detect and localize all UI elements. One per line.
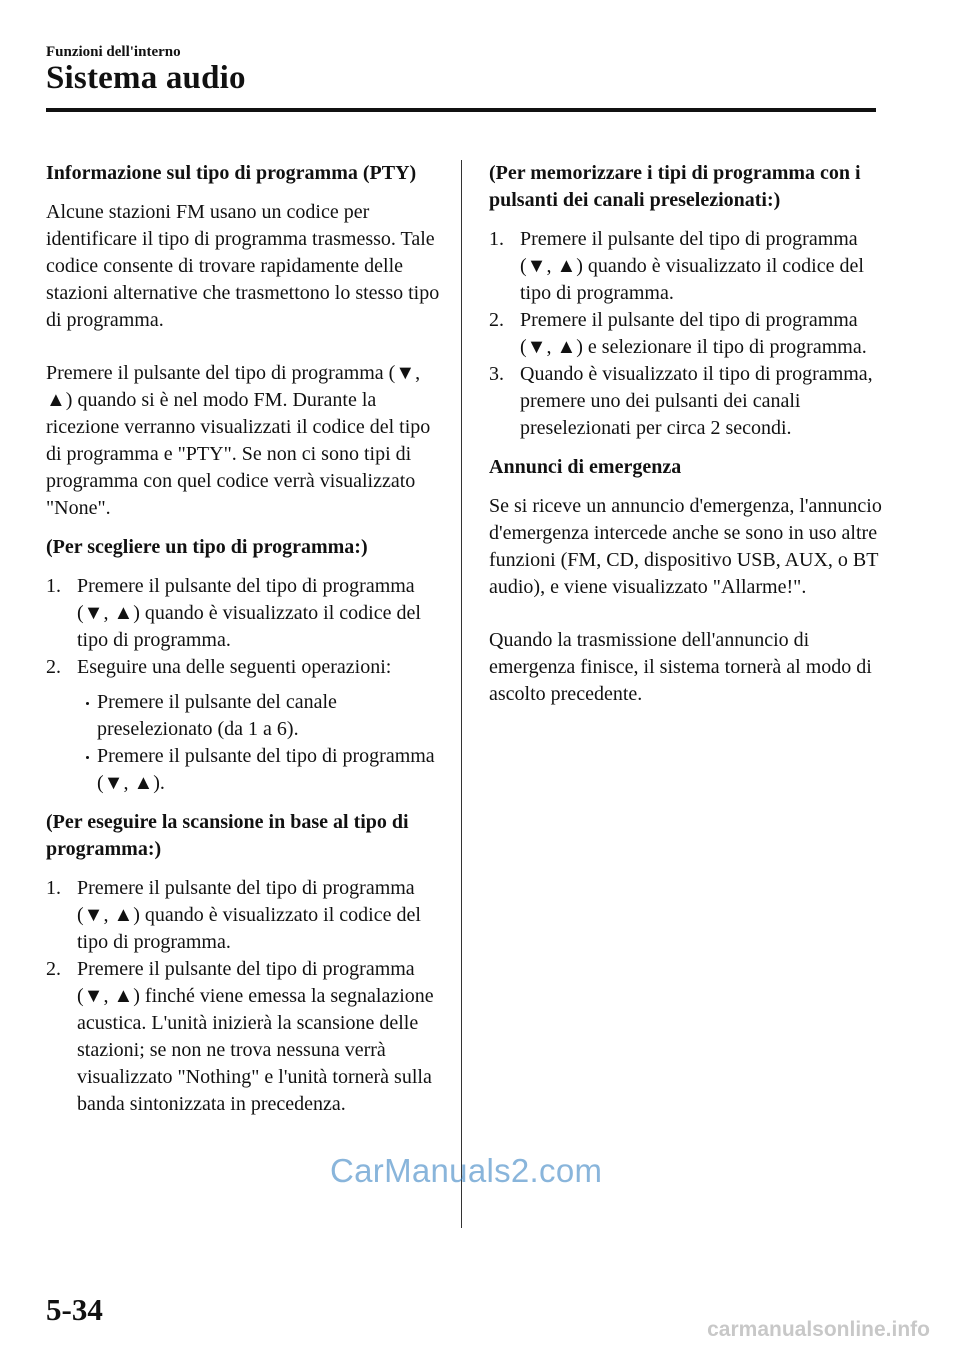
heading-emergency: Annunci di emergenza [489,456,682,478]
column-divider [461,160,462,1228]
bullet-text: Premere il pulsante del canale preselezionato (da 1 a 6). [97,691,337,740]
steps-select-pty [46,573,442,681]
heading-select-pty: (Per scegliere un tipo di programma:) [46,536,368,558]
paragraph-pty-intro: Alcune stazioni FM usano un codice per identificare il tipo di programma trasmesso. Tale codice consente di trovare rapidamente delle stazioni alternative che trasmettono lo stesso tipo di programma. [46,201,440,331]
list-item [489,361,885,442]
step-number: 1. [46,575,61,597]
paragraph-pty-usage: Premere il pulsante del tipo di programma (▼, ▲) quando si è nel modo FM. Durante la ricezione verranno visualizzati il codice del tipo di programma e "PTY". Se non ci sono tipi di programma con quel codice verrà visualizzato "None". [46,362,431,519]
step-number: 3. [489,363,504,385]
step-text: Premere il pulsante del tipo di programma (▼, ▲) quando è visualizzato il codice del tipo di programma. [77,575,421,651]
heading-store-pty: (Per memorizzare i tipi di programma con i pulsanti dei canali preselezionati:) [489,162,861,211]
step-text: Premere il pulsante del tipo di programma (▼, ▲) quando è visualizzato il codice del tipo di programma. [520,228,864,304]
paragraph-emergency: Se si riceve un annuncio d'emergenza, l'annuncio d'emergenza intercede anche se sono in uso altre funzioni (FM, CD, dispositivo USB, AUX, o BT audio), e viene visualizzato "Allarme!". [489,495,882,598]
bullet-dot-icon [86,702,89,705]
bullet-list-operations [46,689,442,797]
list-item [46,875,442,956]
site-watermark: carmanualsonline.info [707,1318,930,1341]
step-number: 2. [489,309,504,331]
step-text: Premere il pulsante del tipo di programma (▼, ▲) finché viene emessa la segnalazione acustica. L'unità inizierà la scansione delle stazioni; se non ne trova nessuna verrà visualizzato "Nothing" e l'unità tornerà sulla banda sintonizzata in precedenza. [77,958,434,1115]
list-item [46,654,442,681]
step-text: Eseguire una delle seguenti operazioni: [77,656,392,678]
heading-pty: Informazione sul tipo di programma (PTY) [46,162,417,184]
header-rule [46,108,876,112]
heading-scan-pty: (Per eseguire la scansione in base al tipo di programma:) [46,811,409,860]
step-text: Quando è visualizzato il tipo di programma, premere uno dei pulsanti dei canali preselezionati per circa 2 secondi. [520,363,873,439]
right-column [489,160,885,708]
step-number: 2. [46,958,61,980]
section-label: Funzioni dell'interno [46,44,181,60]
page-number: 5-34 [46,1292,103,1327]
list-item [489,226,885,307]
step-number: 1. [46,877,61,899]
list-item [66,743,442,797]
page-title: Sistema audio [46,60,246,96]
steps-store-pty [489,226,885,442]
list-item [66,689,442,743]
bullet-text: Premere il pulsante del tipo di programma (▼, ▲). [97,745,435,794]
step-text: Premere il pulsante del tipo di programma (▼, ▲) quando è visualizzato il codice del tipo di programma. [77,877,421,953]
list-item [489,307,885,361]
list-item [46,956,442,1118]
left-column [46,160,442,1118]
steps-scan-pty [46,875,442,1118]
step-number: 2. [46,656,61,678]
step-number: 1. [489,228,504,250]
bullet-dot-icon [86,756,89,759]
step-text: Premere il pulsante del tipo di programma (▼, ▲) e selezionare il tipo di programma. [520,309,867,358]
paragraph-emergency-end: Quando la trasmissione dell'annuncio di emergenza finisce, il sistema tornerà al modo di ascolto precedente. [489,629,872,705]
list-item [46,573,442,654]
watermark-text: CarManuals2.com [330,1152,603,1189]
